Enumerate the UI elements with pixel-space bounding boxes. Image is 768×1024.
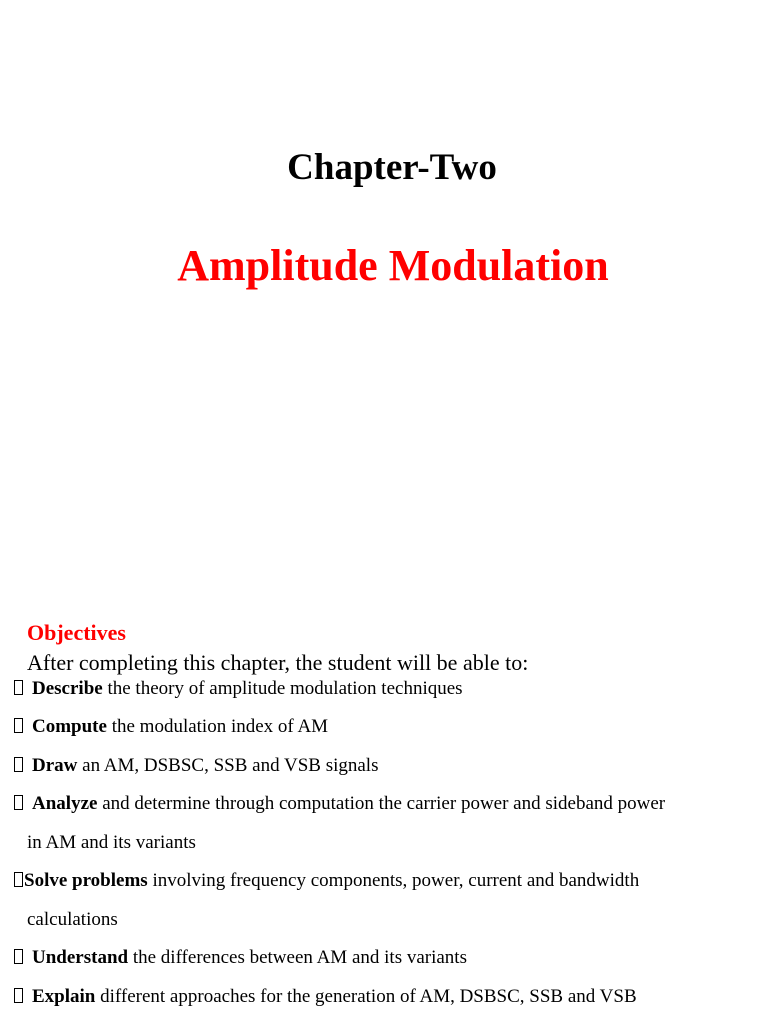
objective-keyword: Describe: [32, 678, 103, 699]
objective-text: involving frequency components, power, current and bandwidth: [147, 870, 640, 891]
bullet-box-icon: [14, 949, 23, 964]
objective-item-describe: [14, 678, 463, 700]
objective-item-draw: [14, 755, 378, 777]
objective-text: the theory of amplitude modulation techniques: [102, 678, 463, 699]
objective-keyword: Solve problems: [24, 870, 148, 891]
objective-continuation: in AM and its variants: [27, 832, 196, 853]
objectives-heading: Objectives: [27, 620, 126, 645]
objective-text: the differences between AM and its variants: [128, 947, 467, 968]
objective-item-understand: [14, 947, 467, 969]
chapter-label: Chapter-Two: [287, 147, 497, 188]
objective-keyword: Explain: [32, 986, 96, 1007]
objective-keyword: Analyze: [32, 793, 98, 814]
bullet-box-icon: [14, 757, 23, 772]
objective-keyword: Understand: [32, 947, 129, 968]
bullet-box-icon: [14, 680, 23, 695]
objective-item-explain: [14, 986, 637, 1008]
objective-text: different approaches for the generation of AM, DSBSC, SSB and VSB: [95, 986, 637, 1007]
objective-keyword: Draw: [32, 755, 78, 776]
objective-text: an AM, DSBSC, SSB and VSB signals: [77, 755, 379, 776]
objective-continuation: calculations: [27, 909, 118, 930]
bullet-box-icon: [14, 988, 23, 1003]
objective-item-analyze: [14, 793, 665, 815]
objective-item-compute: [14, 716, 328, 738]
objective-text: the modulation index of AM: [106, 716, 329, 737]
bullet-box-icon: [14, 795, 23, 810]
objective-text: and determine through computation the carrier power and sideband power: [97, 793, 666, 814]
bullet-box-icon: [14, 872, 23, 887]
objectives-intro: After completing this chapter, the student will be able to:: [27, 650, 529, 675]
chapter-title: Amplitude Modulation: [177, 241, 609, 290]
bullet-box-icon: [14, 718, 23, 733]
objective-keyword: Compute: [32, 716, 107, 737]
objective-item-solve-problems: [14, 870, 639, 892]
